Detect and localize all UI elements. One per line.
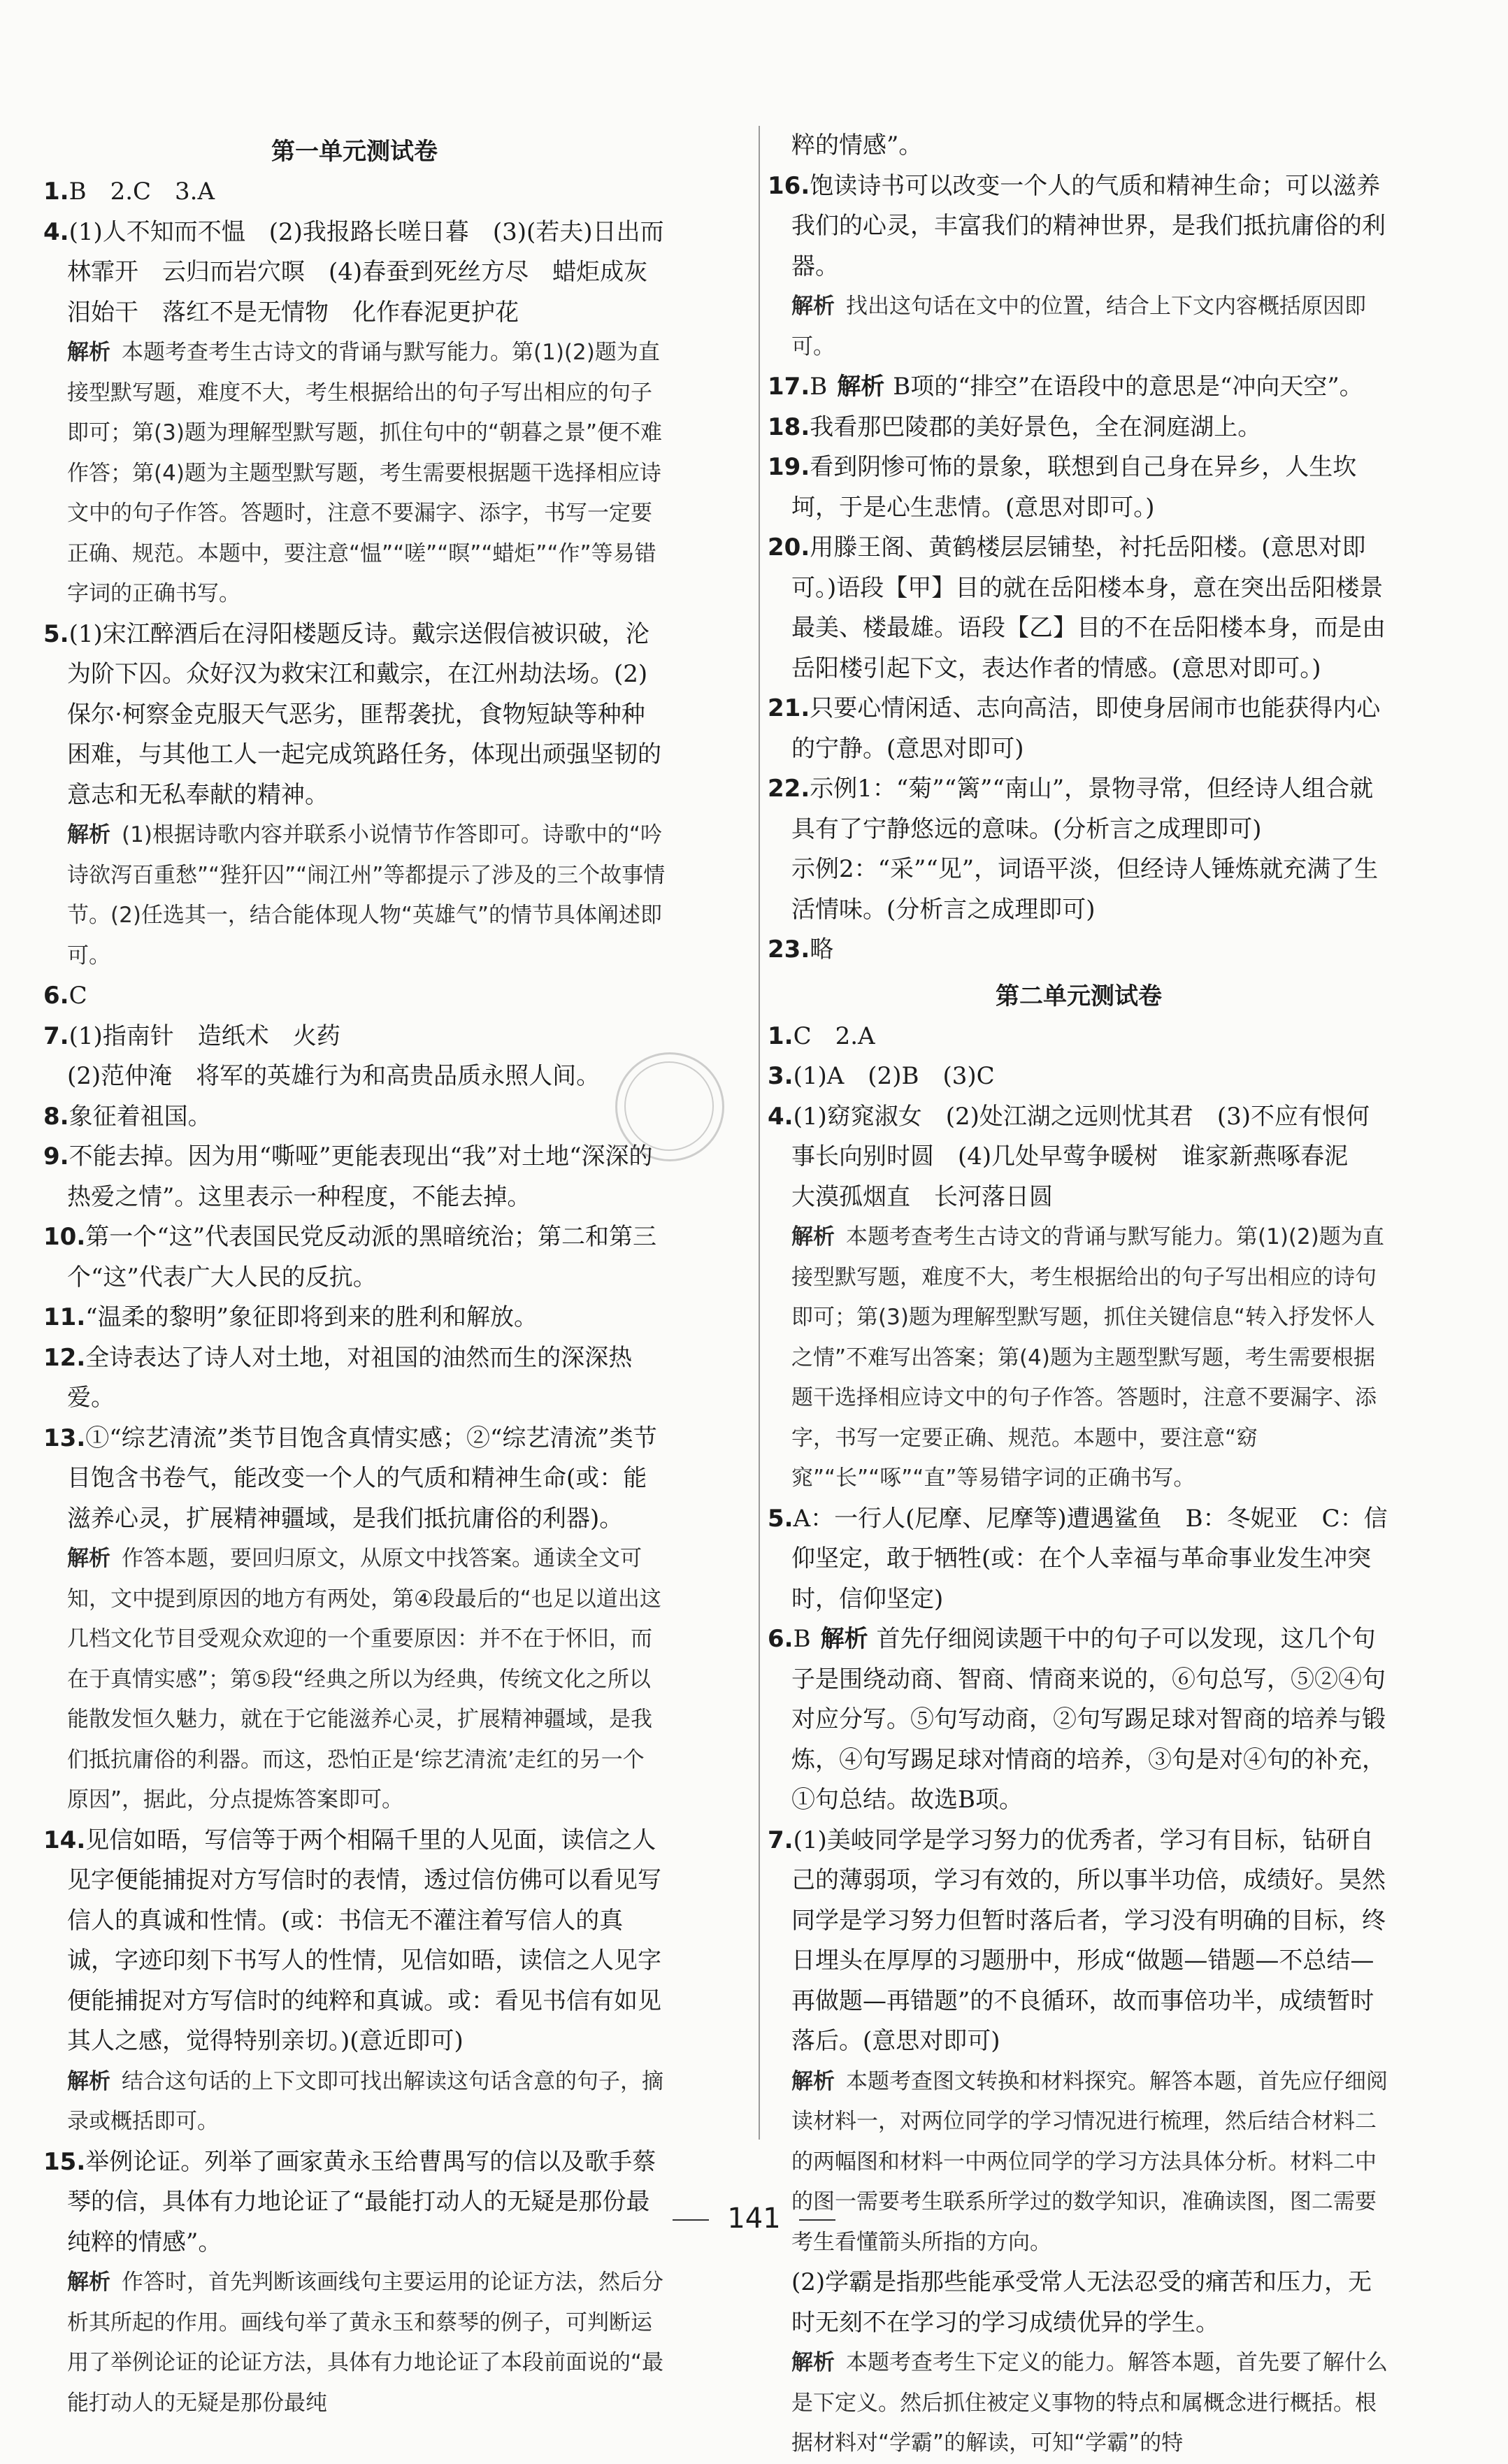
analysis-text: 本题考查考生下定义的能力。解答本题，首先要了解什么是下定义。然后抓住被定义事物的特点和属概念进行概括。根据材料对“学霸”的解读，可知“学霸”的特 xyxy=(791,2350,1388,2456)
answer-number: 18. xyxy=(768,413,810,441)
answer-item xyxy=(768,1017,1390,1057)
analysis-text: 找出这句话在文中的位置，结合上下文内容概括原因即可。 xyxy=(791,294,1366,359)
analysis-text: (1)根据诗歌内容并联系小说情节作答即可。诗歌中的“吟诗欲泻百重愁”“狴犴囚”“闹江州”等都提示了涉及的三个故事情节。(2)任选其一，结合能体现人物“英雄气”的情节具体阐述即可。 xyxy=(67,822,666,968)
answer-text: (1)美岐同学是学习努力的优秀者，学习有目标，钻研自己的薄弱项，学习有效的，所以事半功倍，成绩好。昊然同学是学习努力但暂时落后者，学习没有明确的目标，终日埋头在厚厚的习题册中，形成“做题—错题—不总结—再做题—再错题”的不良循环，故而事倍功半，成绩暂时落后。(意思对即可) xyxy=(791,1826,1386,2055)
answer-number: 21. xyxy=(768,694,810,722)
answer-item xyxy=(43,1017,666,1057)
answer-item xyxy=(768,408,1390,448)
section-title-unit-2: 第二单元测试卷 xyxy=(996,982,1162,1010)
analysis-block xyxy=(768,287,1390,367)
analysis-block xyxy=(43,2263,666,2423)
analysis-label: 解析 xyxy=(837,373,885,401)
answer-item xyxy=(43,1338,666,1419)
right-answer-list-a xyxy=(768,166,1390,970)
answer-item xyxy=(43,1217,666,1298)
answer-text: C xyxy=(69,982,87,1010)
answer-number: 12. xyxy=(43,1343,86,1372)
answer-item xyxy=(43,1298,666,1338)
answer-item xyxy=(43,976,666,1017)
answer-item xyxy=(768,1097,1390,1218)
answer-item xyxy=(768,166,1390,287)
answer-text: B xyxy=(810,373,828,401)
answer-text: 全诗表达了诗人对土地，对祖国的油然而生的深深热爱。 xyxy=(67,1343,633,1412)
answer-number: 23. xyxy=(768,936,810,964)
answer-text: 举例论证。列举了画家黄永玉给曹禺写的信以及歌手蔡琴的信，具体有力地论证了“最能打动人的无疑是那份最纯粹的情感”。 xyxy=(67,2147,656,2256)
answer-item xyxy=(768,769,1390,850)
answer-number: 5. xyxy=(768,1504,794,1533)
answer-text: (1)指南针 造纸术 火药 xyxy=(69,1022,340,1050)
answer-number: 14. xyxy=(43,1826,86,1854)
answer-number: 1. xyxy=(768,1022,794,1050)
answer-text: 略 xyxy=(810,936,834,964)
analysis-label: 解析 xyxy=(791,1224,835,1249)
answer-item xyxy=(768,528,1390,689)
answer-item xyxy=(43,172,666,213)
answer-text: (1)人不知而不愠 (2)我报路长嗟日暮 (3)(若夫)日出而林霏开 云归而岩穴暝 (4)春蚕到死丝方尽 蜡炬成灰泪始干 落红不是无情物 化作春泥更护花 xyxy=(67,217,664,327)
answer-text: A：一行人(尼摩、尼摩等)遭遇鲨鱼 B：冬妮亚 C：信仰坚定，敢于牺牲(或：在个人幸福与革命事业发生冲突时，信仰坚定) xyxy=(791,1504,1388,1613)
answer-number: 17. xyxy=(768,373,810,401)
answer-item xyxy=(768,1619,1390,1821)
answer-subitem: 示例2：“采”“见”，词语平淡，但经诗人锤炼就充满了生活情味。(分析言之成理即可) xyxy=(791,855,1379,924)
answer-text: “温柔的黎明”象征即将到来的胜利和解放。 xyxy=(85,1303,538,1331)
answer-number: 7. xyxy=(43,1022,69,1050)
answer-number: 11. xyxy=(43,1303,86,1331)
answer-text: (1)窈窕淑女 (2)处江湖之远则忧其君 (3)不应有恨何事长向别时圆 (4)几处早莺争暖树 谁家新燕啄春泥 大漠孤烟直 长河落日圆 xyxy=(791,1102,1372,1211)
answer-number: 1. xyxy=(43,178,69,206)
answer-text: C 2.A xyxy=(793,1022,875,1050)
page-number-dash-right xyxy=(799,2219,835,2221)
answer-number: 6. xyxy=(43,982,69,1010)
column-divider xyxy=(759,126,760,2140)
answer-item xyxy=(768,367,1390,408)
analysis-label: 解析 xyxy=(67,2068,110,2094)
analysis-text: 首先仔细阅读题干中的句子可以发现，这几个句子是围绕动商、智商、情商来说的，⑥句总写，⑤②④句对应分写。⑤句写动商，②句写踢足球对智商的培养与锻炼，④句写踢足球对情商的培养，③句是对④句的补充，①句总结。故选B项。 xyxy=(791,1625,1386,1814)
answer-item xyxy=(43,1419,666,1540)
analysis-block xyxy=(43,333,666,615)
answer-text: 只要心情闲适、志向高洁，即使身居闹市也能获得内心的宁静。(意思对即可) xyxy=(791,694,1381,763)
analysis-text: 作答本题，要回归原文，从原文中找答案。通读全文可知，文中提到原因的地方有两处，第④段最后的“也足以道出这几档文化节目受观众欢迎的一个重要原因：并不在于怀旧，而在于真情实感”；第⑤段“经典之所以为经典，传统文化之所以能散发恒久魅力，就在于它能滋养心灵，扩展精神疆域，是我们抵抗庸俗的利器。而这，恐怕正是‘综艺清流’走红的另一个原因”，据此，分点提炼答案即可。 xyxy=(67,1546,661,1812)
answer-text: 第一个“这”代表国民党反动派的黑暗统治；第二和第三个“这”代表广大人民的反抗。 xyxy=(67,1223,656,1291)
answer-number: 8. xyxy=(43,1102,69,1131)
analysis-label: 解析 xyxy=(791,2068,835,2094)
answer-number: 13. xyxy=(43,1424,86,1452)
analysis-block xyxy=(768,2343,1390,2464)
left-answer-list xyxy=(43,172,666,2423)
answer-text: (1)宋江醉酒后在浔阳楼题反诗。戴宗送假信被识破，沦为阶下囚。众好汉为救宋江和戴宗，在江州劫法场。(2)保尔·柯察金克服天气恶劣，匪帮袭扰，食物短缺等种种困难，与其他工人一起完成筑路任务，体现出顽强坚韧的意志和无私奉献的精神。 xyxy=(67,619,661,809)
answer-text: 示例1：“菊”“篱”“南山”，景物寻常，但经诗人组合就具有了宁静悠远的意味。(分析言之成理即可) xyxy=(791,775,1374,843)
answer-number: 7. xyxy=(768,1826,794,1854)
answer-subitem: (2)范仲淹 将军的英雄行为和高贵品质永照人间。 xyxy=(67,1062,601,1090)
answer-number: 3. xyxy=(768,1062,794,1090)
answer-number: 20. xyxy=(768,533,810,561)
answer-text: 饱读诗书可以改变一个人的气质和精神生命；可以滋养我们的心灵，丰富我们的精神世界，是我们抵抗庸俗的利器。 xyxy=(791,171,1386,280)
answer-text: 不能去掉。因为用“嘶哑”更能表现出“我”对土地“深深的热爱之情”。这里表示一种程度，不能去掉。 xyxy=(67,1143,653,1211)
answer-text: 见信如晤，写信等于两个相隔千里的人见面，读信之人见字便能捕捉对方写信时的表情，透过信仿佛可以看见写信人的真诚和性情。(或：书信无不灌注着写信人的真诚，字迹印刻下书写人的性情，见信如晤，读信之人见字便能捕捉对方写信时的纯粹和真诚。或：看见书信有如见其人之感，觉得特别亲切。)(意近即可) xyxy=(67,1826,661,2055)
answer-item xyxy=(43,1821,666,2062)
answer-number: 15. xyxy=(43,2147,86,2176)
right-answer-list-b xyxy=(768,1017,1390,2464)
answer-item xyxy=(768,930,1390,970)
answer-number: 16. xyxy=(768,171,810,200)
answer-text: 用滕王阁、黄鹤楼层层铺垫，衬托岳阳楼。(意思对即可。)语段【甲】目的就在岳阳楼本身，意在突出岳阳楼景最美、楼最雄。语段【乙】目的不在岳阳楼本身，而是由岳阳楼引起下文，表达作者的情感。(意思对即可。) xyxy=(791,533,1386,682)
answer-number: 4. xyxy=(768,1102,794,1131)
left-column xyxy=(43,126,666,2423)
analysis-block xyxy=(43,815,666,976)
answer-number: 10. xyxy=(43,1223,86,1251)
answer-text: B 2.C 3.A xyxy=(69,178,215,206)
answer-item xyxy=(43,1097,666,1138)
analysis-label: 解析 xyxy=(791,2350,835,2375)
answer-text: B xyxy=(793,1625,811,1653)
answer-text: 看到阴惨可怖的景象，联想到自己身在异乡，人生坎坷，于是心生悲情。(意思对即可。) xyxy=(791,453,1357,522)
right-column xyxy=(768,126,1390,2464)
answer-number: 5. xyxy=(43,619,69,648)
analysis-text: B项的“排空”在语段中的意思是“冲向天空”。 xyxy=(893,373,1363,401)
continuation-text: 粹的情感”。 xyxy=(791,131,923,159)
answer-text: ①“综艺清流”类节目饱含真情实感；②“综艺清流”类节目饱含书卷气，能改变一个人的气质和精神生命(或：能滋养心灵，扩展精神疆域，是我们抵抗庸俗的利器)。 xyxy=(67,1424,657,1533)
answer-text: (1)A (2)B (3)C xyxy=(793,1062,995,1090)
analysis-block xyxy=(43,2062,666,2142)
answer-item xyxy=(768,1821,1390,2062)
answer-number: 22. xyxy=(768,775,810,803)
analysis-text: 本题考查考生古诗文的背诵与默写能力。第(1)(2)题为直接型默写题，难度不大，考生根据给出的句子写出相应的诗句即可；第(3)题为理解型默写题，抓住关键信息“转入抒发怀人之情”不难写出答案；第(4)题为主题型默写题，考生需要根据题干选择相应诗文中的句子作答。答题时，注意不要漏字、添字，书写一定要正确、规范。本题中，要注意“窈窕”“长”“啄”“直”等易错字词的正确书写。 xyxy=(791,1224,1384,1491)
answer-item xyxy=(43,1137,666,1217)
answer-item xyxy=(768,689,1390,769)
answer-number: 19. xyxy=(768,453,810,481)
analysis-block xyxy=(768,1217,1390,1499)
section-title-unit-1: 第一单元测试卷 xyxy=(271,138,438,166)
analysis-text: 本题考查图文转换和材料探究。解答本题，首先应仔细阅读材料一，对两位同学的学习情况进行梳理，然后结合材料二的两幅图和材料一中两位同学的学习方法具体分析。材料二中的图一需要考生联系所学过的数学知识，准确读图，图二需要考生看懂箭头所指的方向。 xyxy=(791,2068,1388,2255)
analysis-text: 作答时，首先判断该画线句主要运用的论证方法，然后分析其所起的作用。画线句举了黄永玉和蔡琴的例子，可判断运用了举例论证的论证方法，具体有力地论证了本段前面说的“最能打动人的无疑是那份最纯 xyxy=(67,2270,664,2416)
answer-number: 4. xyxy=(43,217,69,246)
analysis-label: 解析 xyxy=(820,1625,868,1653)
answer-item xyxy=(768,1056,1390,1097)
answer-item xyxy=(43,615,666,816)
analysis-block xyxy=(43,1539,666,1821)
analysis-text: 本题考查考生古诗文的背诵与默写能力。第(1)(2)题为直接型默写题，难度不大，考生根据给出的句子写出相应的句子即可；第(3)题为理解型默写题，抓住句中的“朝暮之景”便不难作答；第(4)题为主题型默写题，考生需要根据题干选择相应诗文中的句子作答。答题时，注意不要漏字、添字，书写一定要正确、规范。本题中，要注意“愠”“嗟”“暝”“蜡炬”“作”等易错字词的正确书写。 xyxy=(67,340,663,606)
answer-item xyxy=(43,213,666,334)
page-number: 141 xyxy=(0,2202,1508,2235)
analysis-label: 解析 xyxy=(67,822,110,847)
answer-number: 9. xyxy=(43,1143,69,1170)
answer-subitem: (2)学霸是指那些能承受常人无法忍受的痛苦和压力，无时无刻不在学习的学习成绩优异的学生。 xyxy=(791,2268,1372,2337)
analysis-label: 解析 xyxy=(67,340,110,365)
answer-item xyxy=(768,447,1390,528)
answer-item xyxy=(768,1499,1390,1620)
analysis-label: 解析 xyxy=(67,2270,110,2295)
answer-text: 象征着祖国。 xyxy=(69,1102,212,1131)
analysis-label: 解析 xyxy=(791,294,835,319)
answer-text: 我看那巴陵郡的美好景色，全在洞庭湖上。 xyxy=(810,413,1262,441)
answer-number: 6. xyxy=(768,1625,794,1653)
analysis-text: 结合这句话的上下文即可找出解读这句话含意的句子，摘录或概括即可。 xyxy=(67,2068,663,2134)
page-number-dash-left xyxy=(673,2219,709,2221)
analysis-label: 解析 xyxy=(67,1546,110,1571)
